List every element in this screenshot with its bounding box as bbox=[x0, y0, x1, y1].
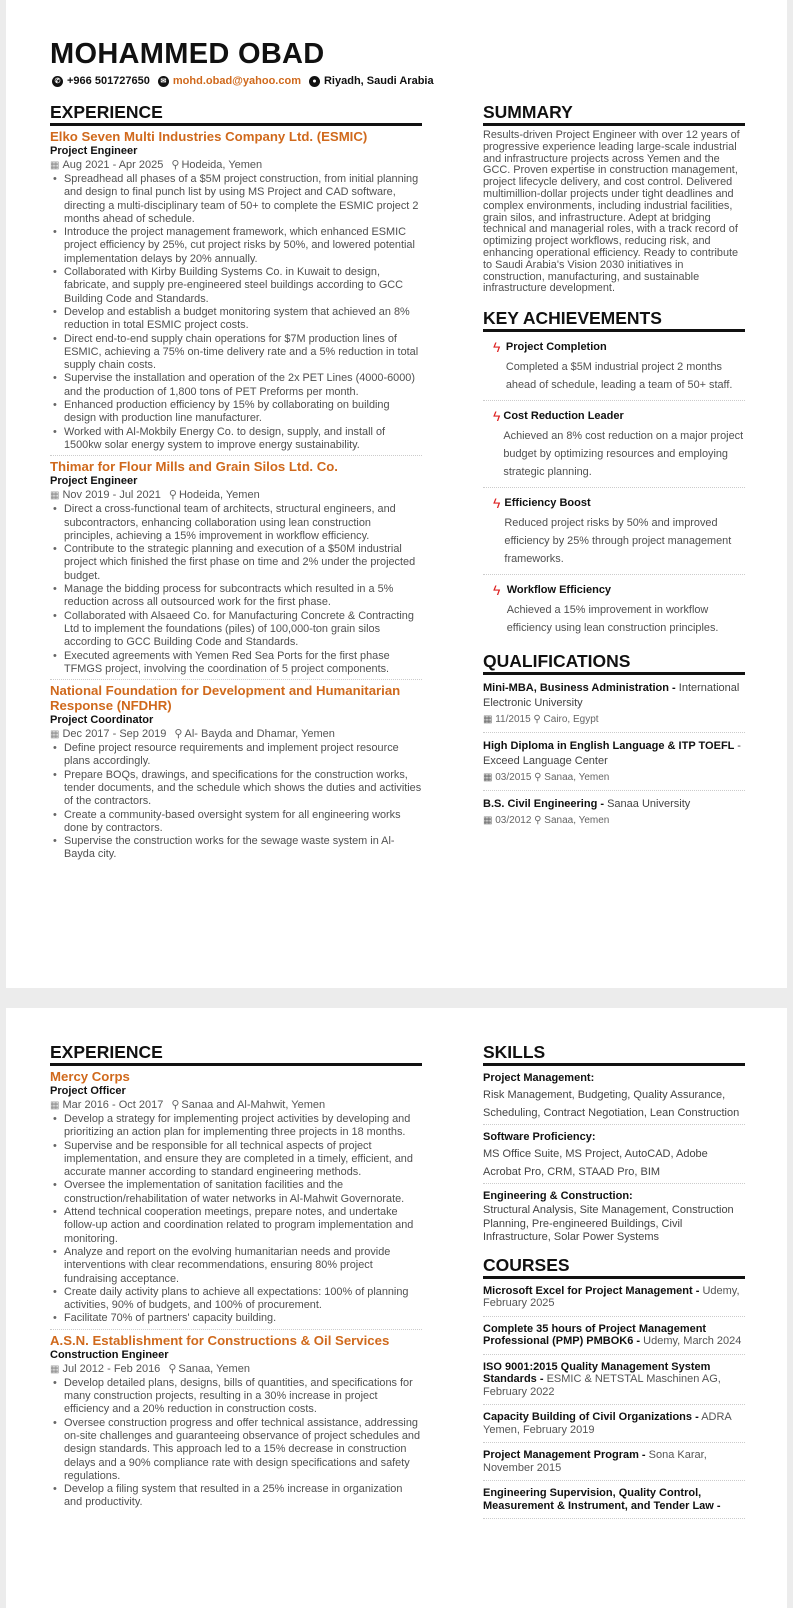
lightning-bolt-icon: ϟ bbox=[493, 339, 501, 356]
qualification-date: 03/2015 bbox=[495, 772, 532, 784]
qualification-item bbox=[483, 675, 745, 733]
course-item bbox=[483, 1481, 745, 1519]
course-item bbox=[483, 1355, 745, 1406]
job-entry bbox=[50, 129, 422, 456]
resume-page-1 bbox=[6, 0, 787, 988]
map-pin-icon: ⚲ bbox=[168, 1362, 177, 1375]
course-source: ADRA Yemen, February 2019 bbox=[483, 1411, 732, 1436]
company-name: Thimar for Flour Mills and Grain Silos Ltd. Co. bbox=[50, 459, 338, 475]
email-link[interactable]: mohd.obad@yahoo.com bbox=[172, 75, 301, 87]
qualification-meta bbox=[483, 769, 745, 786]
lightning-bolt-icon: ϟ bbox=[493, 582, 501, 599]
skill-list: Structural Analysis, Site Management, Construction Planning, Pre-engineered Buildings, Civil Infrastructure, Solar Power Systems bbox=[483, 1204, 734, 1243]
job-meta bbox=[50, 1098, 422, 1113]
job-meta bbox=[50, 488, 422, 503]
bullet-item: • Enhanced production efficiency by 15% by collaborating on building design with production line manufacturer. bbox=[64, 399, 422, 426]
skill-group bbox=[483, 1125, 745, 1184]
experience-section bbox=[50, 102, 422, 865]
bullet-item: • Executed agreements with Yemen Red Sea Ports for the first phase TFMGS project, involving the coordination of 5 project components. bbox=[64, 650, 422, 677]
course-source: Sona Karar, November 2015 bbox=[483, 1449, 707, 1474]
candidate-name: MOHAMMED OBAD bbox=[50, 38, 325, 70]
lightning-bolt-icon: ϟ bbox=[493, 495, 501, 512]
bullet-item: • Supervise the installation and operation of the 2x PET Lines (4000-6000) and the production of 1,800 tons of PET Preforms per month. bbox=[64, 372, 422, 399]
bullet-item: • Direct a cross-functional team of architects, structural engineers, and subcontractors, enhancing collaboration using lean construction principles, achieving a 15% improvement in workflow efficiency. bbox=[64, 503, 422, 543]
right-column bbox=[483, 102, 745, 833]
qualification-item bbox=[483, 733, 745, 791]
skill-category: Software Proficiency: bbox=[483, 1131, 596, 1143]
bullet-item: • Spreadhead all phases of a $5M project construction, from initial planning and design to final punch list by using MS Project and CAD software, directing a multi-disciplinary team of 50+ to complete the ESMIC project 2 months ahead of schedule. bbox=[64, 173, 422, 226]
achievement-body bbox=[504, 496, 745, 568]
institution: International Electronic University bbox=[483, 682, 740, 710]
qualification-date: 11/2015 bbox=[495, 714, 531, 726]
bullet-item: • Oversee the implementation of sanitation facilities and the construction/rehabilitation of water networks in Al-Mahwit Governorate. bbox=[64, 1179, 422, 1206]
calendar-icon: ▦ bbox=[483, 714, 496, 726]
job-dates: Jul 2012 - Feb 2016 bbox=[62, 1362, 161, 1375]
section-heading-experience: EXPERIENCE bbox=[50, 102, 422, 126]
job-dates: Mar 2016 - Oct 2017 bbox=[62, 1099, 164, 1111]
job-bullets bbox=[50, 742, 422, 862]
experience-section-continued bbox=[50, 1042, 422, 1513]
achievement-body bbox=[506, 340, 745, 394]
job-meta bbox=[50, 727, 422, 742]
job-location: Sanaa, Yemen bbox=[178, 1362, 250, 1375]
course-title: Capacity Building of Civil Organizations - bbox=[483, 1411, 699, 1423]
achievement-title: Cost Reduction Leader bbox=[503, 410, 624, 423]
qualification-title bbox=[483, 739, 745, 769]
course-source: Udemy, March 2024 bbox=[643, 1335, 742, 1347]
calendar-icon: ▦ bbox=[483, 772, 496, 784]
bullet-item: • Introduce the project management framework, which enhanced ESMIC project efficiency by 25%, cut project risks by 50%, and lowered potential implementation delays by 20% annually. bbox=[64, 226, 422, 266]
job-title: Project Officer bbox=[50, 1085, 126, 1097]
map-pin-icon: ⚲ bbox=[168, 489, 177, 502]
bullet-item: • Develop a strategy for implementing project activities by developing and prioritizing an action plan for implementing three projects in 18 months. bbox=[64, 1113, 422, 1140]
section-heading-summary: SUMMARY bbox=[483, 102, 745, 126]
qualification-location: Sanaa, Yemen bbox=[544, 772, 610, 784]
lightning-bolt-icon: ϟ bbox=[493, 408, 501, 425]
bullet-item: • Supervise the construction works for the sewage waste system in Al-Bayda city. bbox=[64, 835, 422, 862]
bullet-item: • Develop a filing system that resulted in a 25% increase in organization and productivity. bbox=[64, 1483, 422, 1510]
achievement-description: Achieved an 8% cost reduction on a major project budget by optimizing resources and employing strategic planning. bbox=[503, 430, 744, 479]
job-location: Hodeida, Yemen bbox=[178, 489, 260, 502]
location-icon: ● bbox=[309, 76, 320, 87]
map-pin-icon: ⚲ bbox=[531, 815, 545, 827]
job-title: Project Engineer bbox=[50, 145, 138, 157]
course-title: Engineering Supervision, Quality Control, Measurement & Instrument, and Tender Law - bbox=[483, 1487, 721, 1512]
degree-name: High Diploma in English Language & ITP TOEFL bbox=[483, 740, 735, 753]
map-pin-icon: ⚲ bbox=[530, 714, 544, 726]
summary-text: Results-driven Project Engineer with over 12 years of progressive experience leading large-scale industrial and infrastructure projects across Yemen and the GCC. Proven expertise in construction management, project lifecycle delivery, and cost control. Delivered multimillion-dollar projects under tight deadlines and complex environments, including industrial facilities, grain silos, and infrastructure. Adept at bridging technical and managerial roles, with a track record of optimizing project workflows, reducing risk, and enhancing operational efficiency. Ready to contribute to Saudi Arabia's Vision 2030 initiatives in construction, manufacturing, and sustainable infrastructure development. bbox=[483, 129, 740, 295]
job-dates: Dec 2017 - Sep 2019 bbox=[62, 728, 167, 741]
job-bullets bbox=[50, 173, 422, 452]
achievement-description: Reduced project risks by 50% and improved efficiency by 25% through project management frameworks. bbox=[504, 517, 732, 566]
qualification-title bbox=[483, 681, 745, 711]
bullet-item: • Attend technical cooperation meetings, prepare notes, and undertake follow-up action and coordination related to program implementation and monitoring. bbox=[64, 1206, 422, 1246]
job-location: Sanaa and Al-Mahwit, Yemen bbox=[181, 1099, 326, 1111]
skill-category: Engineering & Construction: bbox=[483, 1190, 633, 1202]
achievement-item bbox=[483, 401, 745, 488]
job-bullets bbox=[50, 1113, 422, 1326]
skill-list: Risk Management, Budgeting, Quality Assurance, Scheduling, Contract Negotiation, Lean Construction bbox=[483, 1089, 740, 1119]
achievement-title: Efficiency Boost bbox=[504, 497, 591, 510]
calendar-icon: ▦ bbox=[50, 1100, 60, 1111]
job-title: Project Engineer bbox=[50, 475, 138, 488]
contact-bar bbox=[52, 75, 434, 87]
bullet-item: • Manage the bidding process for subcontracts which resulted in a 5% reduction across all outsourced work for the first phase. bbox=[64, 583, 422, 610]
bullet-item: • Direct end-to-end supply chain operations for $7M production lines of ESMIC, achieving a 75% on-time delivery rate and a 5% reduction in total supply chain costs. bbox=[64, 333, 422, 373]
map-pin-icon: ⚲ bbox=[174, 728, 183, 741]
job-title: Construction Engineer bbox=[50, 1348, 169, 1361]
job-location: Hodeida, Yemen bbox=[181, 159, 263, 171]
email-icon: ✉ bbox=[158, 76, 169, 87]
calendar-icon: ▦ bbox=[50, 490, 60, 502]
phone-icon: ✆ bbox=[52, 76, 63, 87]
achievement-body bbox=[507, 583, 745, 637]
bullet-item: • Contribute to the strategic planning and execution of a $50M industrial project which finished the first phase on time and 2% under the projected budget. bbox=[64, 543, 422, 583]
job-dates: Aug 2021 - Apr 2025 bbox=[62, 159, 164, 171]
achievement-item bbox=[483, 488, 745, 575]
qualification-item bbox=[483, 791, 745, 833]
achievement-description: Achieved a 15% improvement in workflow efficiency using lean construction principles. bbox=[506, 604, 719, 635]
course-title: Microsoft Excel for Project Management - bbox=[483, 1284, 700, 1297]
achievement-item bbox=[483, 575, 745, 643]
map-pin-icon: ⚲ bbox=[171, 159, 180, 171]
company-name: A.S.N. Establishment for Constructions & Oil Services bbox=[50, 1332, 390, 1348]
map-pin-icon: ⚲ bbox=[531, 772, 545, 784]
degree-name: Mini-MBA, Business Administration - bbox=[483, 682, 676, 695]
skill-category: Project Management: bbox=[483, 1072, 595, 1084]
calendar-icon: ▦ bbox=[483, 815, 496, 827]
course-item bbox=[483, 1317, 745, 1355]
skill-list: MS Office Suite, MS Project, AutoCAD, Adobe Acrobat Pro, CRM, STAAD Pro, BIM bbox=[483, 1148, 708, 1178]
course-item bbox=[483, 1405, 745, 1443]
qualification-meta bbox=[483, 812, 745, 829]
qualification-location: Cairo, Egypt bbox=[543, 714, 599, 726]
calendar-icon: ▦ bbox=[50, 160, 60, 171]
section-heading-qualifications: QUALIFICATIONS bbox=[483, 651, 745, 675]
bullet-item: • Create a community-based oversight system for all engineering works done by contractors. bbox=[64, 809, 422, 836]
qualification-date: 03/2012 bbox=[495, 815, 532, 827]
job-entry bbox=[50, 1069, 422, 1330]
course-item bbox=[483, 1443, 745, 1481]
job-entry bbox=[50, 1333, 422, 1513]
location: Riyadh, Saudi Arabia bbox=[323, 75, 434, 87]
resume-page-2 bbox=[6, 1008, 787, 1608]
bullet-item: • Prepare BOQs, drawings, and specifications for the construction works, tender documents, and the schedule which shows the duties and activities of the contractors. bbox=[64, 769, 422, 809]
skill-group bbox=[483, 1184, 745, 1247]
job-meta bbox=[50, 158, 422, 173]
section-heading-experience: EXPERIENCE bbox=[50, 1042, 422, 1066]
qualification-meta bbox=[483, 711, 745, 728]
section-heading-courses: COURSES bbox=[483, 1255, 745, 1279]
bullet-item: • Develop detailed plans, designs, bills of quantities, and specifications for many construction projects, resulting in a 30% increase in project efficiency and a 20% reduction in construction costs. bbox=[64, 1377, 422, 1417]
bullet-item: • Worked with Al-Mokbily Energy Co. to design, supply, and install of 1500kw solar energy system to improve energy sustainability. bbox=[64, 426, 422, 453]
company-name: Mercy Corps bbox=[50, 1069, 130, 1084]
job-dates: Nov 2019 - Jul 2021 bbox=[62, 489, 161, 502]
bullet-item: • Analyze and report on the evolving humanitarian needs and provide interventions with clear recommendations, ensuring 80% project fundraising acceptance. bbox=[64, 1246, 422, 1286]
achievement-title: Project Completion bbox=[505, 341, 607, 354]
achievement-body bbox=[503, 409, 745, 481]
course-title: Project Management Program - bbox=[483, 1449, 646, 1461]
degree-name: B.S. Civil Engineering - bbox=[483, 798, 605, 811]
skill-group bbox=[483, 1066, 745, 1125]
qualification-location: Sanaa, Yemen bbox=[544, 815, 610, 827]
phone-number[interactable]: +966 501727650 bbox=[67, 75, 150, 87]
course-item bbox=[483, 1279, 745, 1317]
bullet-item: • Collaborated with Kirby Building Systems Co. in Kuwait to design, fabricate, and supply pre-engineered steel buildings according to GCC Building Code and Standards. bbox=[64, 266, 422, 306]
course-title: Complete 35 hours of Project Management Professional (PMP) PMBOK6 - bbox=[483, 1322, 707, 1347]
institution: - Exceed Language Center bbox=[483, 740, 741, 768]
qualification-title bbox=[483, 797, 745, 812]
job-location: Al- Bayda and Dhamar, Yemen bbox=[184, 728, 335, 741]
bullet-item: • Create daily activity plans to achieve all expectations: 100% of planning activities, 90% of budgets, and 100% of procurement. bbox=[64, 1286, 422, 1313]
job-meta bbox=[50, 1362, 422, 1377]
company-name: National Foundation for Development and Humanitarian Response (NFDHR) bbox=[50, 683, 401, 714]
course-source: Udemy, February 2025 bbox=[483, 1284, 740, 1309]
bullet-item: • Supervise and be responsible for all technical aspects of project implementation, and ensure they are completed in a timely, efficient, and accurate manner according to standard engineering methods. bbox=[64, 1140, 422, 1180]
section-heading-achievements: KEY ACHIEVEMENTS bbox=[483, 308, 745, 332]
bullet-item: • Collaborated with Alsaeed Co. for Manufacturing Concrete & Contracting Ltd to implement the foundations (piles) of 100,000-ton grain silos according to GCC Building Code and Standards. bbox=[64, 610, 422, 650]
job-bullets bbox=[50, 1377, 422, 1510]
bullet-item: • Oversee construction progress and offer technical assistance, addressing on-site challenges and guaranteeing observance of project schedules and design standards. This approach led to a 15% decrease in construction delays and a 90% compliance rate with design specifications and safety regulations. bbox=[64, 1417, 422, 1483]
job-bullets bbox=[50, 503, 422, 676]
job-title: Project Coordinator bbox=[50, 714, 154, 727]
course-title: ISO 9001:2015 Quality Management System Standards - bbox=[483, 1360, 711, 1385]
job-entry bbox=[50, 459, 422, 680]
achievement-description: Completed a $5M industrial project 2 months ahead of schedule, leading a team of 50+ staff. bbox=[505, 361, 733, 392]
institution: Sanaa University bbox=[607, 798, 691, 811]
bullet-item: • Define project resource requirements and implement project resource plans accordingly. bbox=[64, 742, 422, 769]
calendar-icon: ▦ bbox=[50, 729, 60, 741]
bullet-item: • Facilitate 70% of partners' capacity building. bbox=[64, 1312, 422, 1325]
map-pin-icon: ⚲ bbox=[171, 1099, 180, 1111]
course-source: ESMIC & NETSTAL Maschinen AG, February 2022 bbox=[483, 1373, 721, 1398]
company-name: Elko Seven Multi Industries Company Ltd. (ESMIC) bbox=[50, 129, 368, 144]
right-column bbox=[483, 1042, 745, 1519]
section-heading-skills: SKILLS bbox=[483, 1042, 745, 1066]
achievement-title: Workflow Efficiency bbox=[506, 584, 612, 597]
achievement-item bbox=[483, 332, 745, 401]
bullet-item: • Develop and establish a budget monitoring system that achieved an 8% reduction in total ESMIC project costs. bbox=[64, 306, 422, 333]
job-entry bbox=[50, 683, 422, 865]
calendar-icon: ▦ bbox=[50, 1363, 60, 1375]
